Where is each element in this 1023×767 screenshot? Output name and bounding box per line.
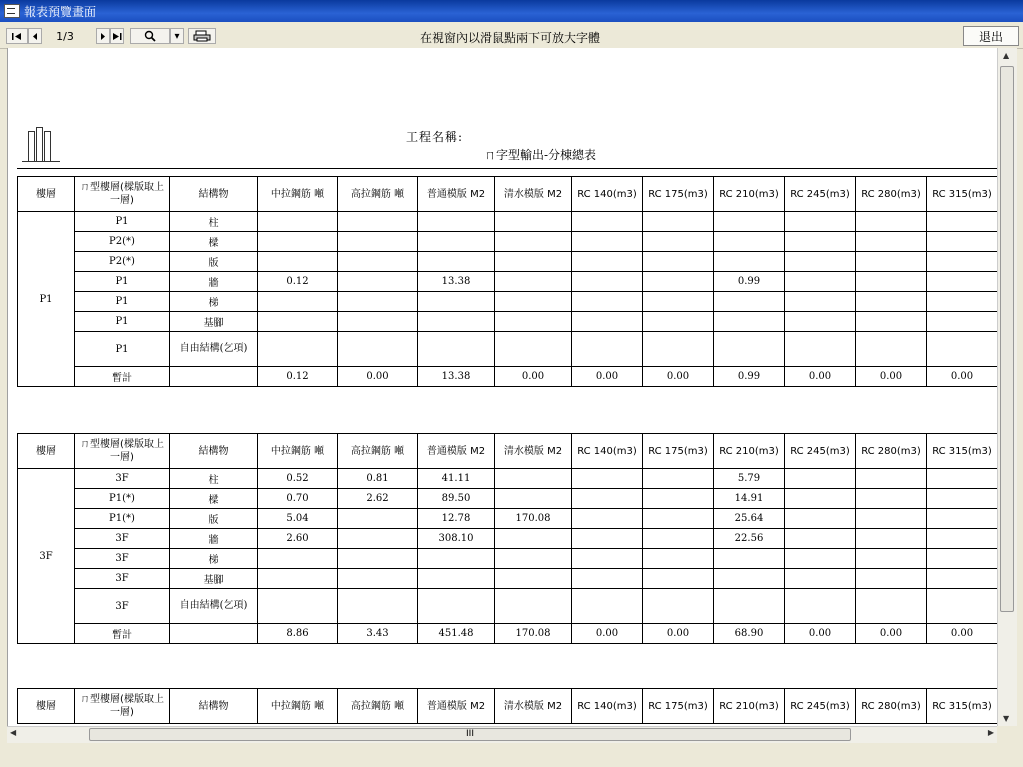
table-cell bbox=[927, 252, 998, 272]
table-cell bbox=[643, 569, 714, 589]
table-cell bbox=[643, 212, 714, 232]
table-cell bbox=[258, 569, 338, 589]
column-header: RC 280(m3) bbox=[856, 177, 927, 212]
table-cell bbox=[572, 489, 643, 509]
report-subtitle: ㄇ字型輸出-分棟總表 bbox=[484, 148, 597, 162]
subtotal-cell: 0.00 bbox=[643, 624, 714, 644]
table-cell: 0.81 bbox=[338, 469, 418, 489]
table-cell bbox=[856, 589, 927, 624]
table-cell bbox=[643, 469, 714, 489]
table-cell bbox=[927, 272, 998, 292]
column-header: RC 210(m3) bbox=[714, 177, 785, 212]
table-cell: P1 bbox=[75, 312, 170, 332]
table-cell bbox=[927, 469, 998, 489]
page-counter: 1/3 bbox=[56, 29, 74, 43]
column-header: 高拉鋼筋 噸 bbox=[338, 689, 418, 724]
table-cell bbox=[495, 569, 572, 589]
app-icon bbox=[4, 4, 20, 18]
column-header: 普通模版 M2 bbox=[418, 177, 495, 212]
table-cell: 版 bbox=[170, 252, 258, 272]
table-cell bbox=[572, 292, 643, 312]
window-title: 報表預覽畫面 bbox=[24, 4, 97, 19]
magnifier-icon bbox=[144, 30, 156, 42]
table-cell: 基腳 bbox=[170, 312, 258, 332]
table-cell bbox=[927, 569, 998, 589]
table-cell bbox=[418, 232, 495, 252]
table-cell bbox=[785, 589, 856, 624]
scroll-left-icon[interactable]: ◀ bbox=[10, 728, 17, 737]
table-cell bbox=[572, 332, 643, 367]
table-cell bbox=[714, 292, 785, 312]
table-cell bbox=[418, 292, 495, 312]
scroll-right-icon[interactable]: ▶ bbox=[987, 728, 994, 737]
table-cell bbox=[643, 272, 714, 292]
subtotal-cell: 0.00 bbox=[856, 367, 927, 387]
table-cell: P1 bbox=[75, 212, 170, 232]
table-cell bbox=[495, 312, 572, 332]
table-cell: 樑 bbox=[170, 489, 258, 509]
table-cell: 0.70 bbox=[258, 489, 338, 509]
table-row bbox=[18, 569, 998, 589]
title-divider bbox=[17, 168, 997, 169]
table-cell bbox=[258, 589, 338, 624]
column-header: 結構物 bbox=[170, 177, 258, 212]
column-header: RC 175(m3) bbox=[643, 177, 714, 212]
table-cell: P1 bbox=[75, 292, 170, 312]
table-cell: 0.52 bbox=[258, 469, 338, 489]
table-cell bbox=[856, 529, 927, 549]
column-header: 樓層 bbox=[18, 689, 75, 724]
table-cell bbox=[643, 489, 714, 509]
table-cell bbox=[495, 212, 572, 232]
table-cell bbox=[714, 312, 785, 332]
report-title: 工程名稱: bbox=[406, 130, 464, 144]
table-cell bbox=[338, 292, 418, 312]
table-cell bbox=[495, 272, 572, 292]
table-cell bbox=[927, 332, 998, 367]
subtotal-cell: 0.00 bbox=[572, 367, 643, 387]
subtotal-cell: 0.00 bbox=[785, 624, 856, 644]
table-cell bbox=[714, 232, 785, 252]
table-row bbox=[18, 469, 998, 489]
subtotal-cell: 3.43 bbox=[338, 624, 418, 644]
table-row bbox=[18, 529, 998, 549]
table-cell bbox=[927, 232, 998, 252]
table-cell bbox=[856, 312, 927, 332]
subtotal-cell: 0.00 bbox=[927, 367, 998, 387]
building-logo-icon bbox=[24, 126, 56, 162]
column-header: RC 245(m3) bbox=[785, 177, 856, 212]
column-header: RC 315(m3) bbox=[927, 177, 998, 212]
subtotal-cell bbox=[170, 367, 258, 387]
subtotal-cell: 0.99 bbox=[714, 367, 785, 387]
table-cell bbox=[495, 489, 572, 509]
table-cell bbox=[418, 569, 495, 589]
column-header: RC 140(m3) bbox=[572, 689, 643, 724]
exit-button[interactable]: 退出 bbox=[963, 26, 1019, 46]
column-header: RC 210(m3) bbox=[714, 434, 785, 469]
table-cell: 13.38 bbox=[418, 272, 495, 292]
column-header: 高拉鋼筋 噸 bbox=[338, 177, 418, 212]
column-header: RC 245(m3) bbox=[785, 434, 856, 469]
table-cell: 308.10 bbox=[418, 529, 495, 549]
column-header: ㄇ型樓層(樑版取上一層) bbox=[75, 434, 170, 469]
table-row bbox=[18, 232, 998, 252]
subtotal-cell: 8.86 bbox=[258, 624, 338, 644]
table-cell: 牆 bbox=[170, 529, 258, 549]
column-header: 普通模版 M2 bbox=[418, 434, 495, 469]
chevron-down-icon: ▾ bbox=[174, 30, 180, 42]
subtotal-cell: 暫計 bbox=[75, 367, 170, 387]
table-cell bbox=[338, 312, 418, 332]
table-cell bbox=[572, 272, 643, 292]
subtotal-cell: 13.38 bbox=[418, 367, 495, 387]
column-header: RC 175(m3) bbox=[643, 689, 714, 724]
table-cell: 梯 bbox=[170, 549, 258, 569]
next-page-icon bbox=[99, 32, 107, 41]
table-cell bbox=[572, 509, 643, 529]
subtotal-cell: 0.00 bbox=[495, 367, 572, 387]
printer-icon bbox=[193, 30, 211, 42]
column-header: RC 280(m3) bbox=[856, 434, 927, 469]
table-cell bbox=[572, 569, 643, 589]
table-cell bbox=[495, 589, 572, 624]
table-cell bbox=[258, 332, 338, 367]
column-header: 清水模版 M2 bbox=[495, 689, 572, 724]
table-row bbox=[18, 272, 998, 292]
subtotal-cell: 0.00 bbox=[572, 624, 643, 644]
table-cell bbox=[927, 489, 998, 509]
table-cell: 5.79 bbox=[714, 469, 785, 489]
table-cell: 基腳 bbox=[170, 569, 258, 589]
table-cell bbox=[927, 212, 998, 232]
column-header: RC 315(m3) bbox=[927, 434, 998, 469]
table-cell bbox=[714, 589, 785, 624]
table-cell bbox=[785, 529, 856, 549]
summary-table bbox=[17, 433, 998, 644]
table-cell bbox=[495, 469, 572, 489]
table-cell bbox=[856, 549, 927, 569]
table-cell bbox=[927, 292, 998, 312]
table-cell bbox=[643, 529, 714, 549]
table-cell bbox=[418, 312, 495, 332]
table-cell: P2(*) bbox=[75, 232, 170, 252]
subtotal-cell bbox=[170, 624, 258, 644]
report-toolbar bbox=[0, 24, 1023, 49]
table-cell: 14.91 bbox=[714, 489, 785, 509]
table-cell bbox=[338, 549, 418, 569]
table-cell bbox=[785, 292, 856, 312]
table-cell bbox=[927, 509, 998, 529]
last-page-button[interactable] bbox=[110, 28, 124, 44]
table-cell bbox=[856, 232, 927, 252]
table-cell bbox=[258, 549, 338, 569]
table-cell: 柱 bbox=[170, 469, 258, 489]
table-cell: 牆 bbox=[170, 272, 258, 292]
subtotal-cell: 暫計 bbox=[75, 624, 170, 644]
status-bar bbox=[0, 745, 1023, 767]
subtotal-cell: 451.48 bbox=[418, 624, 495, 644]
table-cell bbox=[338, 332, 418, 367]
table-header-row bbox=[18, 177, 998, 212]
column-header: 樓層 bbox=[18, 434, 75, 469]
table-cell bbox=[643, 509, 714, 529]
subtotal-row bbox=[18, 367, 998, 387]
table-cell bbox=[785, 489, 856, 509]
table-cell bbox=[785, 469, 856, 489]
table-cell bbox=[714, 569, 785, 589]
table-cell: 22.56 bbox=[714, 529, 785, 549]
table-cell: P2(*) bbox=[75, 252, 170, 272]
zoom-dropdown[interactable] bbox=[170, 28, 184, 44]
horizontal-scroll-thumb[interactable]: III bbox=[89, 728, 851, 741]
subtotal-cell: 0.12 bbox=[258, 367, 338, 387]
table-row bbox=[18, 332, 998, 367]
table-cell bbox=[572, 252, 643, 272]
table-cell bbox=[643, 292, 714, 312]
table-cell: P1(*) bbox=[75, 489, 170, 509]
table-cell: 89.50 bbox=[418, 489, 495, 509]
table-cell bbox=[927, 529, 998, 549]
scroll-down-icon[interactable]: ▼ bbox=[1003, 714, 1010, 723]
table-row bbox=[18, 489, 998, 509]
column-header: 清水模版 M2 bbox=[495, 434, 572, 469]
table-cell bbox=[856, 332, 927, 367]
column-header: RC 140(m3) bbox=[572, 177, 643, 212]
table-cell bbox=[927, 589, 998, 624]
table-cell: 自由結構(乞項) bbox=[170, 332, 258, 367]
column-header: RC 140(m3) bbox=[572, 434, 643, 469]
table-cell bbox=[495, 252, 572, 272]
summary-table bbox=[17, 176, 998, 387]
column-header: 樓層 bbox=[18, 177, 75, 212]
table-cell: 3F bbox=[75, 549, 170, 569]
table-cell bbox=[785, 272, 856, 292]
column-header: RC 175(m3) bbox=[643, 434, 714, 469]
table-cell bbox=[418, 589, 495, 624]
table-cell: 3F bbox=[75, 469, 170, 489]
table-cell bbox=[338, 272, 418, 292]
table-cell bbox=[856, 469, 927, 489]
subtotal-cell: 0.00 bbox=[927, 624, 998, 644]
column-header: RC 245(m3) bbox=[785, 689, 856, 724]
table-row bbox=[18, 252, 998, 272]
column-header: 清水模版 M2 bbox=[495, 177, 572, 212]
table-cell bbox=[643, 232, 714, 252]
table-cell bbox=[495, 549, 572, 569]
column-header: 中拉鋼筋 噸 bbox=[258, 177, 338, 212]
table-cell bbox=[338, 529, 418, 549]
floor-cell: P1 bbox=[18, 212, 75, 387]
table-cell bbox=[338, 509, 418, 529]
table-cell bbox=[643, 589, 714, 624]
table-cell bbox=[495, 332, 572, 367]
table-cell bbox=[495, 529, 572, 549]
table-cell bbox=[856, 212, 927, 232]
table-cell bbox=[258, 292, 338, 312]
table-cell: 5.04 bbox=[258, 509, 338, 529]
table-cell bbox=[643, 252, 714, 272]
next-page-button[interactable] bbox=[96, 28, 110, 44]
table-cell: 2.62 bbox=[338, 489, 418, 509]
prev-page-icon bbox=[31, 32, 39, 41]
table-row bbox=[18, 509, 998, 529]
prev-page-button[interactable] bbox=[28, 28, 42, 44]
table-cell bbox=[714, 212, 785, 232]
table-cell bbox=[418, 332, 495, 367]
zoom-hint: 在視窗內以滑鼠點兩下可放大字體 bbox=[419, 31, 600, 45]
table-cell: 3F bbox=[75, 569, 170, 589]
table-cell bbox=[856, 489, 927, 509]
table-cell bbox=[785, 312, 856, 332]
table-cell bbox=[785, 252, 856, 272]
table-cell: 3F bbox=[75, 589, 170, 624]
report-viewport[interactable] bbox=[7, 48, 998, 726]
table-cell: 2.60 bbox=[258, 529, 338, 549]
vertical-scroll-thumb[interactable] bbox=[1000, 66, 1014, 612]
table-cell bbox=[572, 469, 643, 489]
table-cell: 版 bbox=[170, 509, 258, 529]
column-header: 結構物 bbox=[170, 434, 258, 469]
table-cell: 41.11 bbox=[418, 469, 495, 489]
table-cell bbox=[338, 589, 418, 624]
table-cell bbox=[785, 569, 856, 589]
table-cell bbox=[258, 212, 338, 232]
table-cell bbox=[418, 212, 495, 232]
table-cell bbox=[785, 509, 856, 529]
table-cell bbox=[856, 252, 927, 272]
subtotal-row bbox=[18, 624, 998, 644]
print-button[interactable] bbox=[188, 28, 216, 44]
zoom-button[interactable] bbox=[130, 28, 170, 44]
table-cell bbox=[495, 292, 572, 312]
horizontal-scrollbar[interactable] bbox=[7, 726, 997, 743]
table-cell bbox=[714, 252, 785, 272]
first-page-button[interactable] bbox=[6, 28, 28, 44]
column-header: ㄇ型樓層(樑版取上一層) bbox=[75, 689, 170, 724]
window-titlebar bbox=[0, 0, 1023, 22]
table-row bbox=[18, 312, 998, 332]
table-cell bbox=[258, 252, 338, 272]
subtotal-cell: 0.00 bbox=[643, 367, 714, 387]
table-cell bbox=[643, 549, 714, 569]
table-row bbox=[18, 212, 998, 232]
column-header: 中拉鋼筋 噸 bbox=[258, 689, 338, 724]
table-cell: 3F bbox=[75, 529, 170, 549]
table-cell bbox=[714, 549, 785, 569]
table-cell: 梯 bbox=[170, 292, 258, 312]
table-cell: 柱 bbox=[170, 212, 258, 232]
table-cell bbox=[572, 212, 643, 232]
column-header: RC 315(m3) bbox=[927, 689, 998, 724]
table-cell bbox=[338, 212, 418, 232]
table-cell: 170.08 bbox=[495, 509, 572, 529]
table-header-row bbox=[18, 689, 998, 724]
table-cell bbox=[258, 312, 338, 332]
table-cell bbox=[714, 332, 785, 367]
table-cell bbox=[856, 569, 927, 589]
table-cell bbox=[572, 312, 643, 332]
last-page-icon bbox=[111, 32, 123, 41]
table-cell bbox=[785, 212, 856, 232]
table-cell: 12.78 bbox=[418, 509, 495, 529]
table-cell bbox=[572, 549, 643, 569]
column-header: 中拉鋼筋 噸 bbox=[258, 434, 338, 469]
column-header: 結構物 bbox=[170, 689, 258, 724]
table-cell: P1(*) bbox=[75, 509, 170, 529]
table-cell bbox=[572, 589, 643, 624]
column-header: RC 280(m3) bbox=[856, 689, 927, 724]
table-cell bbox=[856, 509, 927, 529]
summary-table bbox=[17, 688, 998, 724]
scroll-up-icon[interactable]: ▲ bbox=[1003, 51, 1010, 60]
table-cell: 0.12 bbox=[258, 272, 338, 292]
column-header: ㄇ型樓層(樑版取上一層) bbox=[75, 177, 170, 212]
table-cell bbox=[785, 549, 856, 569]
table-cell bbox=[643, 312, 714, 332]
table-cell bbox=[927, 549, 998, 569]
table-cell bbox=[418, 549, 495, 569]
table-cell bbox=[927, 312, 998, 332]
table-row bbox=[18, 549, 998, 569]
table-cell: 樑 bbox=[170, 232, 258, 252]
subtotal-cell: 0.00 bbox=[338, 367, 418, 387]
column-header: 高拉鋼筋 噸 bbox=[338, 434, 418, 469]
table-cell bbox=[338, 569, 418, 589]
table-cell bbox=[338, 252, 418, 272]
table-cell bbox=[785, 232, 856, 252]
table-row bbox=[18, 589, 998, 624]
table-cell: 自由結構(乞項) bbox=[170, 589, 258, 624]
vertical-scrollbar[interactable] bbox=[997, 48, 1017, 726]
subtotal-cell: 170.08 bbox=[495, 624, 572, 644]
table-cell bbox=[572, 232, 643, 252]
table-cell bbox=[258, 232, 338, 252]
subtotal-cell: 0.00 bbox=[856, 624, 927, 644]
table-cell bbox=[418, 252, 495, 272]
table-row bbox=[18, 292, 998, 312]
table-cell bbox=[856, 272, 927, 292]
table-cell bbox=[572, 529, 643, 549]
first-page-icon bbox=[11, 32, 23, 41]
table-cell bbox=[495, 232, 572, 252]
table-cell: 0.99 bbox=[714, 272, 785, 292]
table-cell: P1 bbox=[75, 332, 170, 367]
column-header: 普通模版 M2 bbox=[418, 689, 495, 724]
floor-cell: 3F bbox=[18, 469, 75, 644]
column-header: RC 210(m3) bbox=[714, 689, 785, 724]
table-header-row bbox=[18, 434, 998, 469]
table-cell bbox=[338, 232, 418, 252]
table-cell bbox=[785, 332, 856, 367]
table-cell bbox=[643, 332, 714, 367]
table-cell: 25.64 bbox=[714, 509, 785, 529]
subtotal-cell: 68.90 bbox=[714, 624, 785, 644]
table-cell: P1 bbox=[75, 272, 170, 292]
table-cell bbox=[856, 292, 927, 312]
subtotal-cell: 0.00 bbox=[785, 367, 856, 387]
